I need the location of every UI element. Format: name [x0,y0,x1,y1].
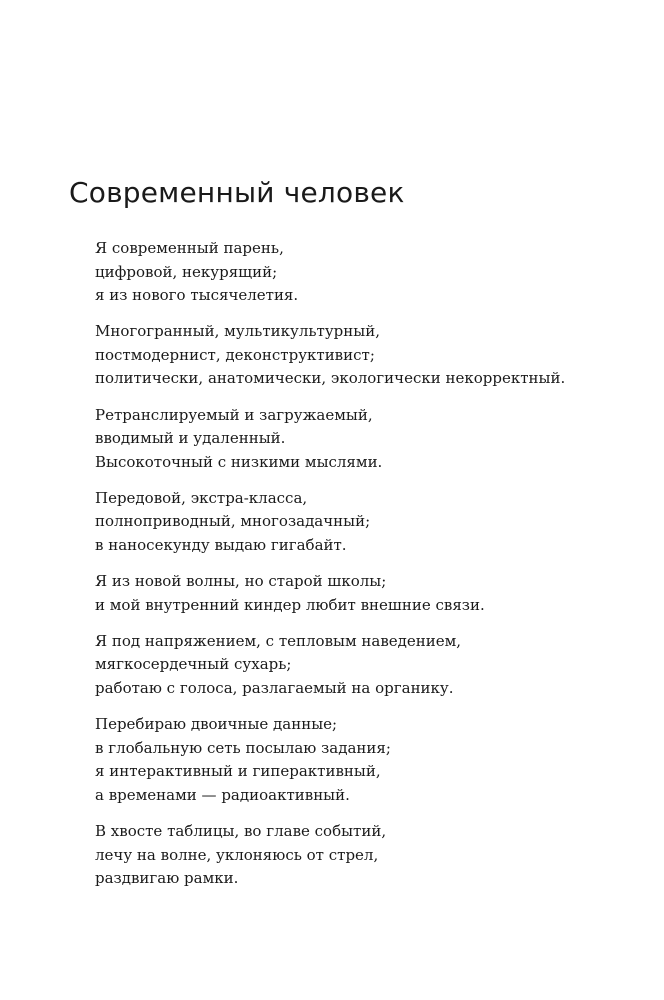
poem-stanza [95,713,635,807]
poem-line: Многогранный, мультикультурный, [95,322,380,341]
poem-stanza [95,630,635,701]
poem-stanza [95,237,635,308]
poem-line: полноприводный, многозадачный; [95,512,371,531]
poem-line: а временами — радиоактивный. [95,785,350,804]
poem-stanza [95,320,635,391]
poem-line: и мой внутренний киндер любит внешние связи. [95,595,485,614]
poem-line: В хвосте таблицы, во главе событий, [95,821,387,840]
poem-stanza [95,570,635,617]
poem-stanza [95,820,635,891]
poem-line: вводимый и удаленный. [95,429,286,448]
poem-line: я интерактивный и гиперактивный, [95,762,381,781]
poem-line: Я из новой волны, но старой школы; [95,572,387,591]
poem-line: постмодернист, деконструктивист; [95,345,375,364]
poem-line: лечу на волне, уклоняюсь от стрел, [95,845,379,864]
poem-body [95,237,635,903]
poem-line: Высокоточный с низкими мыслями. [95,452,383,471]
poem-line: в наносекунду выдаю гигабайт. [95,536,347,555]
poem-line: раздвигаю рамки. [95,869,239,888]
poem-line: Передовой, экстра-класса, [95,488,308,507]
poem-stanza [95,487,635,558]
poem-stanza [95,404,635,475]
poem-line: мягкосердечный сухарь; [95,655,292,674]
poem-line: политически, анатомически, экологически некорректный. [95,369,566,388]
poem-line: в глобальную сеть посылаю задания; [95,738,391,757]
poem-line: Перебираю двоичные данные; [95,715,338,734]
poem-line: я из нового тысячелетия. [95,286,299,305]
poem-line: Я современный парень, [95,239,284,257]
poem-line: работаю с голоса, разлагаемый на органику. [95,679,454,697]
poem-line: Ретранслируемый и загружаемый, [95,405,373,424]
poem-line: Я под напряжением, с тепловым наведением, [95,631,462,650]
poem-title: Современный человек [69,176,405,209]
poem-line: цифровой, некурящий; [95,262,278,281]
